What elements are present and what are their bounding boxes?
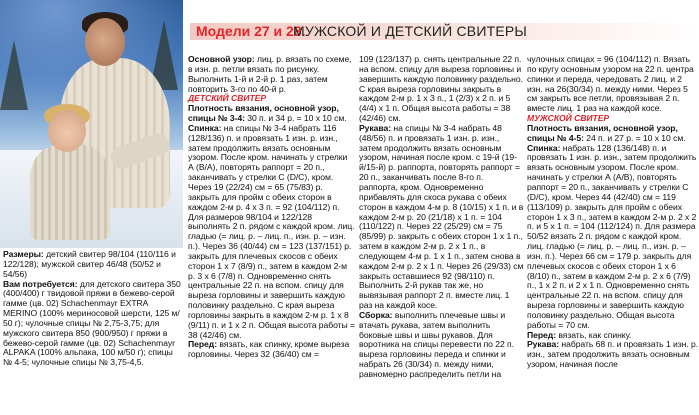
kids-sleeve-text: на спицы № 3-4 набрать 48 (48/56) п. и провязать 1 изн. р. изн., затем продолжить вязать основным узором, начиная после кром. с 19-й (19-й/15-й) р. раппорта, повторять раппорт = 20 п., заканчивать после 8-го п. раппорта, кром. Одновременно прибавлять для скоса рукава с обеих сторон в каждом 4-м р. 8 (10/15) х 1 п. и в каждом 2-м р. 20 (21/18) х 1 п. = 104 (110/122) п. Через 22 (25/29) см = 75 (85/99) р. закрыть с обеих сторон 1 х 1 п., затем в каждом 2-м р. 2 х 1 п., в следующем 4-м р. 1 х 1 п., затем снова в каждом 2-м р. 2 х 1 п. Через 26 (29/33) см закрыть оставшиеся 92 (98/110) п. Выполнить 2-й рукав так же, но вывязывая раппорт 2 п. вместе лиц. 1 раз на каждой косе. (359, 122, 524, 311)
mens-density-text: 24 п. и 27 р. = 10 х 10 см. (583, 132, 686, 143)
mens-front-label: Перед: (527, 329, 557, 340)
kids-sleeve-paragraph (359, 124, 524, 311)
mens-sleeve-paragraph (527, 340, 699, 370)
text-column-2 (359, 55, 524, 380)
kids-collar-continued: чулочных спицах = 96 (104/112) п. Вязать по кругу основным узором на 22 п. центра спинки и переда, чередовать 2 лиц. и 2 изн. на 26(30/34) п. между ними. Через 5 см закрыть все петли, провязывая 2 п. вместе лиц. 1 раз на каждой косе. (527, 54, 694, 114)
kids-front-text: вязать, как спинку, кроме выреза горловины. Через 32 (36/40) см = (188, 339, 350, 360)
mens-back-text: набрать 128 (136/148) п. и провязать 1 изн. р. изн., затем продолжить вязать основным узором. После кром. начинать у стрелки А (А/В), повторять раппорт = 20 п., заканчивать у стрелки С (D/C), кром. Через 44 (42/40) см = 119 (113/109) р. закрыть для пройм с обеих сторон 1 х 3 п., затем в каждом 2-м р. 2 х 2 п. и 5 х 1 п. = 104 (112/124) п. Для размера 50/52 вязать 2 п. рядом с каждой кром. лиц. гладью (= лиц. р. – лиц. п., изн. р. – изн. п.). Через 66 см = 179 р. закрыть для плечевых скосов с обеих сторон 1 х 6 (8/10) п., затем в каждом 2-м р. 2 х 6 (7/9) п., 1 х 2 п. и 2 х 1 п. Одновременно снять центральные 22 п. на вспом. спицу для выреза горловины и завершить каждую половинку раздельно. Общая высота работы = 70 см. (527, 142, 697, 330)
mens-sweater-heading: МУЖСКОЙ СВИТЕР (527, 113, 610, 124)
materials-column (3, 250, 183, 368)
kids-front-paragraph (188, 340, 355, 360)
kids-back-label: Спинка: (188, 122, 222, 133)
pattern-label: Основной узор: (188, 54, 255, 64)
kids-sweater-heading: ДЕТСКИЙ СВИТЕР (188, 93, 267, 104)
photo-child-sweater (30, 145, 110, 240)
photo-child-face (48, 110, 86, 152)
sizes-paragraph (3, 250, 183, 280)
title-models: Модели 27 и 28. (196, 23, 306, 39)
kids-density-label: Плотность вязания, основной узор, спицы № 3-4: (188, 103, 339, 124)
pattern-text: лиц. р. вязать по схеме, в изн. р. петли вязать по рисунку. Выполнить 1-й и 2-й р. 1 раз, затем повторить 3-го по 40-й р. (188, 54, 352, 94)
mens-back-label: Спинка: (527, 142, 561, 153)
page-title (190, 23, 699, 40)
kids-assembly-text: выполнить плечевые швы и втачать рукава, затем выполнить боковые швы и швы рукавов. Для воротника на спицы перевести по 22 п. выреза горловины переда и спинки и набрать 26 (30/34) п. между ними, равномерно распределить петли на (359, 309, 514, 379)
kids-front-label: Перед: (188, 339, 218, 350)
hero-photo (0, 0, 183, 248)
sizes-label: Размеры: (3, 249, 44, 259)
pattern-paragraph (188, 55, 355, 94)
kids-density-paragraph (188, 104, 355, 124)
text-column-1 (188, 55, 355, 360)
kids-back-paragraph (188, 124, 355, 341)
mens-density-paragraph (527, 124, 699, 144)
kids-assembly-paragraph (359, 311, 524, 380)
kids-density-text: 30 п. и 34 р. = 10 х 10 см. (244, 113, 347, 124)
sizes-text: детский свитер 98/104 (110/116 и 122/128); мужской свитер 46/48 (50/52 и 54/56) (3, 249, 176, 279)
materials-paragraph (3, 280, 183, 369)
kids-assembly-label: Сборка: (359, 309, 393, 320)
photo-tree (0, 40, 28, 110)
mens-density-label: Плотность вязания, основной узор, спицы № 4-5: (527, 122, 678, 143)
mens-sleeve-label: Рукава: (527, 339, 560, 350)
title-subtitle: МУЖСКОЙ И ДЕТСКИЙ СВИТЕРЫ (293, 23, 528, 39)
materials-text: для детского свитера 350 (400/400) г твидовой пряжи в бежево-серой гамме (цв. 02) Schachenmayr EXTRA MERINO (100% мериносовой шерсти, 125 м/ 50 г); чулочные спицы № 2,75-3,75; для мужского свитера 850 (900/950) г пряжи в бежево-серой гамме (цв. 02) Schachenmayr ALPAKA (100% альпака, 100 м/50 г); спицы № 4-5; чулочные спицы № 3,75-4,5. (3, 278, 181, 368)
materials-label: Вам потребуется: (3, 278, 78, 289)
kids-back-text: на спицы № 3-4 набрать 116 (128/136) п. и провязать 1 изн. р. изн., затем продолжить вязать основным узором. После кром. начинать у стрелки А (В/А), повторять раппорт = 20 п., заканчивать у стрелки С (D/C), кром. Через 19 (22/24) см = 65 (75/83) р. закрыть для пройм с обеих сторон в каждом 2-м р. 4 х 3 п. = 92 (104/112) п. Для размеров 98/104 и 122/128 выполнять 2 п. рядом с каждой кром. лиц. гладью (= лиц. р. – лиц. п., изн. р. – изн. п.). Через 36 (40/44) см = 123 (137/151) р. закрыть для плечевых скосов с обеих сторон 1 х 7 (8/9) п., затем в каждом 2-м р. 3 х 6 (7/8) п. Одновременно снять центральные 22 п. на вспом. спицу для выреза горловины и завершить каждую половинку раздельно. С края выреза горловины закрыть в каждом 2-м р. 1 х 8 (9/11) п. и 1 х 2 п. Общая высота работы = 38 (42/46) см. (188, 122, 355, 340)
mens-sleeve-text: набрать 68 п. и провязать 1 изн. р. изн., затем продолжить вязать основным узором, начиная после (527, 339, 699, 370)
kids-front-continued: 109 (123/137) р. снять центральные 22 п. на вспом. спицу для выреза горловины и завершить каждую половинку раздельно. С края выреза горловины закрыть в каждом 2-м р. 1 х 3 п., 1 (2/3) х 2 п. и 5 (4/4) х 1 п. Общая высота работы = 38 (42/46) см. (359, 54, 523, 124)
kids-sleeve-label: Рукава: (359, 122, 392, 133)
mens-back-paragraph (527, 144, 699, 331)
text-column-3 (527, 55, 699, 370)
mens-front-text: вязать, как спинку. (556, 329, 632, 340)
photo-man-face (85, 18, 125, 66)
